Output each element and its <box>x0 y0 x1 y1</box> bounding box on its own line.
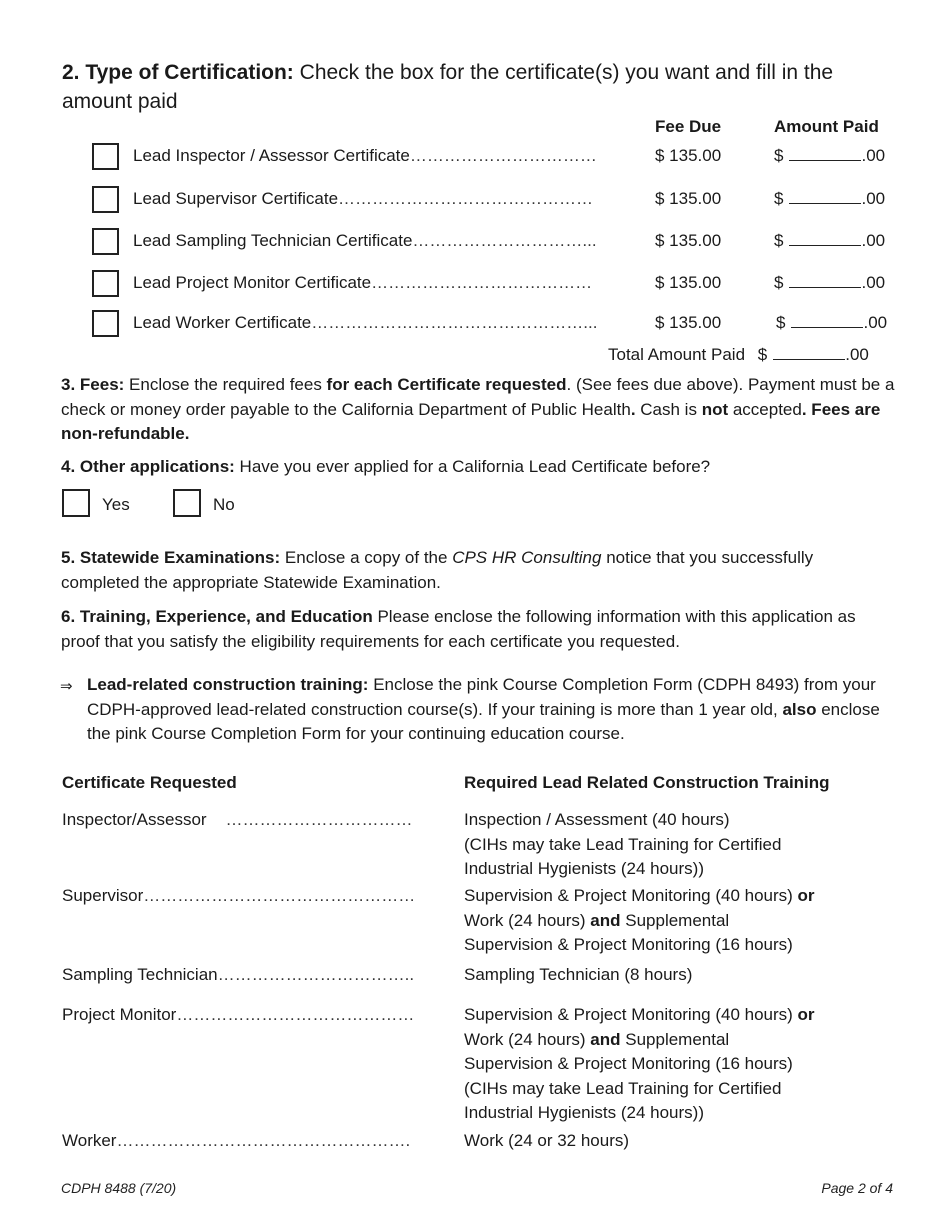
leader-dots: ……………………………………… <box>338 189 594 208</box>
text: Work (24 hours) <box>464 910 591 930</box>
table-row-training <box>464 884 884 958</box>
section-4-other-applications <box>61 455 896 480</box>
training-line: (CIHs may take Lead Training for Certified <box>464 834 782 854</box>
emphasis: or <box>797 1005 815 1024</box>
yes-checkbox[interactable] <box>62 489 90 517</box>
training-line <box>464 1003 884 1028</box>
section-3-fees <box>61 373 896 447</box>
emphasis: . Fees are non-refundable. <box>61 399 881 443</box>
text: Supervision & Project Monitoring (40 hours) <box>464 1005 798 1024</box>
leader-dots: …………………………… <box>409 146 597 165</box>
text: Supplemental <box>620 1029 730 1049</box>
text: Enclose the pink Course Completion Form (CDPH 8493) from your CDPH-approved lead-related construction course(s). If your training is more than 1 year old, <box>87 675 876 719</box>
emphasis: for each Certificate requested <box>326 375 567 394</box>
section-4-question: Have you ever applied for a California Lead Certificate before? <box>234 457 711 476</box>
table-row-training <box>464 1129 884 1154</box>
yes-label: Yes <box>102 495 130 514</box>
cert-row-supervisor <box>92 186 902 216</box>
leader-dots: …………………………… <box>206 810 413 829</box>
cents-suffix: .00 <box>845 345 869 364</box>
cert-row-project-monitor <box>92 270 902 300</box>
text: notice that you successfully completed the appropriate Statewide Examination. <box>61 548 814 592</box>
dollar-sign: $ <box>774 146 784 165</box>
text: Enclose a copy of the <box>280 548 453 567</box>
table-row-cert <box>62 1005 414 1025</box>
leader-dots: ………………………………………… <box>143 886 416 905</box>
text: Work (24 hours) <box>464 1029 591 1049</box>
cps-hr-consulting: CPS HR Consulting <box>452 548 602 567</box>
text: enclose the pink Course Completion Form for your continuing education course. <box>87 699 880 743</box>
cert-name: Supervisor <box>62 886 144 905</box>
no-checkbox[interactable] <box>173 489 201 517</box>
fee-due-value: $ 135.00 <box>655 231 722 250</box>
training-line: (CIHs may take Lead Training for Certified <box>464 1078 782 1098</box>
col-required-training: Required Lead Related Construction Training <box>464 773 830 792</box>
emphasis: or <box>797 886 815 905</box>
emphasis: not <box>701 399 729 419</box>
amount-paid-header: Amount Paid <box>774 117 879 136</box>
bullet-text <box>87 673 887 747</box>
cert-label: Lead Sampling Technician Certificate <box>133 231 413 250</box>
table-row-cert <box>62 1131 410 1151</box>
table-row-cert <box>62 886 415 906</box>
section-2-instruction: Check the box for the certificate(s) you want and fill in the amount paid <box>62 61 834 113</box>
section-2-heading <box>62 58 892 116</box>
training-line: Industrial Hygienists (24 hours)) <box>464 859 704 878</box>
cents-suffix: .00 <box>861 189 886 208</box>
training-line: Work (24 or 32 hours) <box>464 1131 630 1150</box>
cert-label: Lead Worker Certificate <box>133 313 312 332</box>
dollar-sign: $ <box>774 273 784 292</box>
cert-row-worker <box>92 310 902 340</box>
fee-due-value: $ 135.00 <box>655 313 722 332</box>
dollar-sign: $ <box>757 345 768 364</box>
table-row-cert <box>62 965 414 985</box>
supervisor-checkbox[interactable] <box>92 186 119 213</box>
cert-name: Project Monitor <box>62 1005 177 1024</box>
training-line: Supervision & Project Monitoring (16 hours) <box>464 1054 793 1073</box>
section-6-title: 6. Training, Experience, and Education <box>61 607 373 626</box>
double-arrow-icon: ⇒ <box>60 678 73 695</box>
emphasis: . <box>630 399 636 419</box>
cents-suffix: .00 <box>861 231 886 250</box>
cert-row-sampling-technician <box>92 228 902 258</box>
text: Cash is <box>635 399 702 419</box>
training-line: Industrial Hygienists (24 hours)) <box>464 1103 704 1122</box>
text: . (See fees due above). Payment must be a check or money order payable to the California Department of Public Health <box>61 375 895 419</box>
training-line <box>464 884 884 909</box>
table-row-training <box>464 963 884 988</box>
total-amount-label: Total Amount Paid <box>608 345 746 364</box>
cert-label: Lead Project Monitor Certificate <box>133 273 372 292</box>
sampling-technician-checkbox[interactable] <box>92 228 119 255</box>
table-row-cert <box>62 810 412 830</box>
fee-due-value: $ 135.00 <box>655 146 722 165</box>
training-line: Sampling Technician (8 hours) <box>464 965 693 984</box>
training-line: Inspection / Assessment (40 hours) <box>464 810 730 829</box>
fee-due-header: Fee Due <box>655 117 722 136</box>
cert-row-inspector-assessor <box>92 143 902 173</box>
dollar-sign: $ <box>774 189 784 208</box>
training-line: Supervision & Project Monitoring (16 hours) <box>464 935 793 954</box>
leader-dots: ………………………………… <box>371 273 593 292</box>
text: Please enclose the following information with this application as proof that you satisfy the eligibility requirements for each certificate you requested. <box>61 607 856 651</box>
total-amount-input[interactable] <box>773 345 845 360</box>
emphasis: and <box>590 1029 621 1049</box>
fee-due-value: $ 135.00 <box>655 189 722 208</box>
leader-dots: …………………………………………... <box>311 313 598 332</box>
text: Supervision & Project Monitoring (40 hours) <box>464 886 798 905</box>
project-monitor-checkbox[interactable] <box>92 270 119 297</box>
emphasis: also <box>782 699 817 719</box>
form-id: CDPH 8488 (7/20) <box>61 1180 177 1196</box>
text: Supplemental <box>620 910 730 930</box>
bullet-title: Lead-related construction training: <box>87 675 369 694</box>
text: accepted <box>728 399 802 419</box>
text: Enclose the required fees <box>124 375 327 394</box>
page-number: Page 2 of 4 <box>821 1180 893 1196</box>
cert-name: Worker <box>62 1131 117 1150</box>
training-line <box>464 1028 884 1053</box>
cents-suffix: .00 <box>863 313 888 332</box>
leader-dots: …………………………………… <box>176 1005 415 1024</box>
col-certificate-requested: Certificate Requested <box>62 773 237 792</box>
section-3-title: 3. Fees: <box>61 375 125 394</box>
section-5-statewide-exams <box>61 546 896 595</box>
section-6-training <box>61 605 896 654</box>
cert-name: Sampling Technician <box>62 965 218 984</box>
total-amount-row <box>608 345 869 365</box>
cert-label: Lead Supervisor Certificate <box>133 189 339 208</box>
cents-suffix: .00 <box>861 146 886 165</box>
amount-paid-input[interactable] <box>789 231 861 246</box>
section-4-title: 4. Other applications: <box>61 457 235 476</box>
no-label: No <box>213 495 235 514</box>
section-5-title: 5. Statewide Examinations: <box>61 548 281 567</box>
amount-paid-input[interactable] <box>789 146 861 161</box>
amount-paid-input[interactable] <box>791 313 863 328</box>
leader-dots: …………………………….. <box>217 965 415 984</box>
dollar-sign: $ <box>776 313 786 332</box>
table-row-training <box>464 1003 884 1126</box>
leader-dots: …………………………... <box>412 231 597 250</box>
worker-checkbox[interactable] <box>92 310 119 337</box>
cert-label: Lead Inspector / Assessor Certificate <box>133 146 410 165</box>
section-2-title: 2. Type of Certification: <box>62 61 294 84</box>
training-line <box>464 909 884 934</box>
cert-name: Inspector/Assessor <box>62 810 207 829</box>
cents-suffix: .00 <box>861 273 886 292</box>
leader-dots: ……………………………………………. <box>116 1131 411 1150</box>
emphasis: and <box>590 910 621 930</box>
fee-due-value: $ 135.00 <box>655 273 722 292</box>
amount-paid-input[interactable] <box>789 189 861 204</box>
dollar-sign: $ <box>774 231 784 250</box>
amount-paid-input[interactable] <box>789 273 861 288</box>
table-row-training <box>464 808 884 882</box>
inspector-assessor-checkbox[interactable] <box>92 143 119 170</box>
